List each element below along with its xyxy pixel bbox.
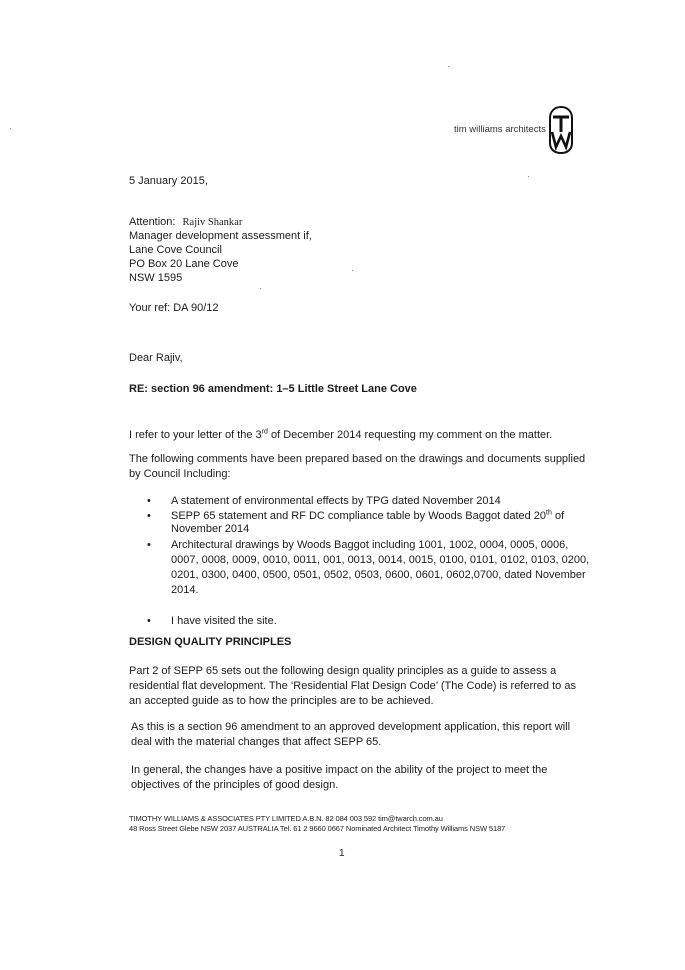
body-paragraph: As this is a section 96 amendment to an approved development application, this report will deal with the material changes that affect SEPP 65.	[131, 721, 571, 748]
attention-name: Rajiv Shankar	[182, 217, 243, 228]
list-item-text: A statement of environmental effects by TPG dated November 2014	[171, 495, 501, 507]
scan-speck	[528, 176, 529, 177]
section-heading: DESIGN QUALITY PRINCIPLES	[129, 636, 292, 648]
list-item	[147, 538, 597, 598]
intro-text: I refer to your letter of the 3	[129, 429, 262, 441]
attention-label: Attention:	[129, 216, 176, 228]
scan-speck	[448, 66, 449, 67]
list-item-text: I have visited the site.	[171, 615, 277, 627]
footer-address-line: 48 Ross Street Glebe NSW 2037 AUSTRALIA Tel. 61 2 9660 0667 Nominated Architect Timothy Williams NSW 5187	[129, 824, 506, 833]
attention-line	[129, 216, 242, 229]
bullet-icon: •	[147, 510, 151, 522]
reference-line: Your ref: DA 90/12	[129, 302, 219, 314]
list-item	[147, 615, 597, 628]
firm-name: tim williams architects	[454, 124, 546, 135]
page-number: 1	[339, 848, 345, 859]
recipient-line: NSW 1595	[129, 272, 183, 284]
list-item	[147, 510, 597, 536]
letter-date: 5 January 2015,	[129, 175, 208, 187]
list-item-text: of November 2014	[171, 510, 565, 535]
list-item-text: Architectural drawings by Woods Baggot including 1001, 1002, 0004, 0005, 0006, 0007, 0008, 0009, 0010, 0011, 001, 0013, 0014, 0015, 0100, 0101, 0102, 0103, 0200, 0201, 0300, 0400, 0500, 0501, 0502, 0503, 0600, 0601, 0602,0700, dated November 2014.	[171, 539, 590, 596]
tw-logo-icon	[547, 105, 575, 155]
body-paragraph: In general, the changes have a positive impact on the ability of the project to meet the objectives of the principles of good design.	[131, 764, 548, 791]
recipient-line: Lane Cove Council	[129, 244, 222, 256]
scan-speck	[10, 128, 11, 129]
recipient-line: Manager development assessment if,	[129, 230, 312, 242]
scan-speck	[352, 270, 353, 271]
comments-intro: The following comments have been prepared based on the drawings and documents supplied by Council Including:	[129, 453, 586, 480]
intro-text: of December 2014 requesting my comment on the matter.	[267, 429, 553, 441]
recipient-line: PO Box 20 Lane Cove	[129, 258, 239, 270]
salutation: Dear Rajiv,	[129, 352, 183, 364]
bullet-icon: •	[147, 615, 151, 627]
body-paragraph: Part 2 of SEPP 65 sets out the following design quality principles as a guide to assess a residential flat development. The ‘Residential Flat Design Code’ (The Code) is referred to as an accepted guide as to how the principles are to be achieved.	[129, 665, 576, 707]
list-item	[147, 495, 597, 508]
scan-speck	[260, 288, 261, 289]
list-item-superscript: th	[546, 509, 552, 517]
bullet-icon: •	[147, 539, 151, 551]
bullet-icon: •	[147, 495, 151, 507]
footer-company-line: TIMOTHY WILLIAMS & ASSOCIATES PTY LIMITED A.B.N. 82 084 003 592 tim@twarch.com.au	[129, 814, 443, 823]
list-item-text: SEPP 65 statement and RF DC compliance table by Woods Baggot dated 20	[171, 510, 547, 522]
intro-paragraph	[129, 429, 552, 442]
documents-list	[147, 495, 597, 628]
subject-line: RE: section 96 amendment: 1–5 Little Street Lane Cove	[129, 383, 417, 395]
intro-superscript: rd	[261, 428, 268, 436]
